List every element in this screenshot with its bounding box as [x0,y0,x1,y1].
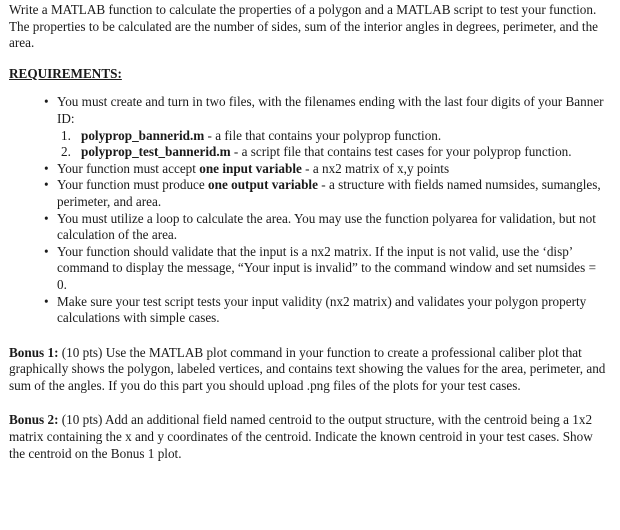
requirement-text: You must utilize a loop to calculate the area. You may use the function polyarea for validation, but not calculation of the area. [57,210,596,243]
requirement-item [57,244,609,294]
requirement-emphasis: one output variable [208,177,318,193]
file-number: 2. [61,144,71,160]
requirement-text: Your function must produce [57,177,209,193]
file-name: polyprop_bannerid.m [81,127,205,143]
requirement-item [57,211,609,244]
requirement-emphasis: one input variable [199,160,302,176]
bonus-1-paragraph [9,345,609,395]
file-description: - a file that contains your polyprop function. [204,127,442,143]
requirement-text: Your function must accept [57,160,200,176]
bonus-text: (10 pts) Add an additional field named centroid to the output structure, with the centroid being a 1x2 matrix containing the x and y coordinates of the centroid. Indicate the known centroid in your test cases. Show the centroid on the Bonus 1 plot. [9,412,593,461]
bonus-2-paragraph [9,412,609,462]
file-item [61,144,609,161]
file-description: - a script file that contains test cases for your polyprop function. [230,144,572,160]
requirement-text: - a structure with fields named numsides, sumangles, perimeter, and area. [57,177,601,209]
requirement-item [57,177,609,210]
requirement-text: Make sure your test script tests your input validity (nx2 matrix) and validates your polygon property calculations with simple cases. [57,293,587,326]
requirements-heading: REQUIREMENTS: [9,65,122,81]
requirement-item [57,161,609,178]
requirement-item [57,94,609,160]
file-item [61,127,609,145]
file-name: polyprop_test_bannerid.m [81,144,231,160]
requirements-list [9,94,609,326]
requirement-item [57,294,609,327]
bonus-label: Bonus 2: [9,412,59,428]
intro-paragraph: Write a MATLAB function to calculate the properties of a polygon and a MATLAB script to test your function. The properties to be calculated are the number of sides, sum of the interior angles in degrees, perimeter, and the area. [9,2,599,51]
bonus-text: (10 pts) Use the MATLAB plot command in your function to create a professional caliber plot that graphically shows the polygon, labeled vertices, and contains text showing the values for the area, perimeter, and sum of the angles. If you do this part you should upload .png files of the plots for your test cases. [9,344,606,393]
file-list [57,128,609,161]
file-number: 1. [61,127,71,143]
requirement-text: - a nx2 matrix of x,y points [301,160,450,176]
requirement-text: You must create and turn in two files, with the filenames ending with the last four digits of your Banner ID: [57,94,604,126]
requirement-text: Your function should validate that the input is a nx2 matrix. If the input is not valid, use the ‘disp’ command to display the message, “Your input is invalid” to the command window and set numsides = 0. [57,243,597,292]
bonus-label: Bonus 1: [9,344,59,360]
